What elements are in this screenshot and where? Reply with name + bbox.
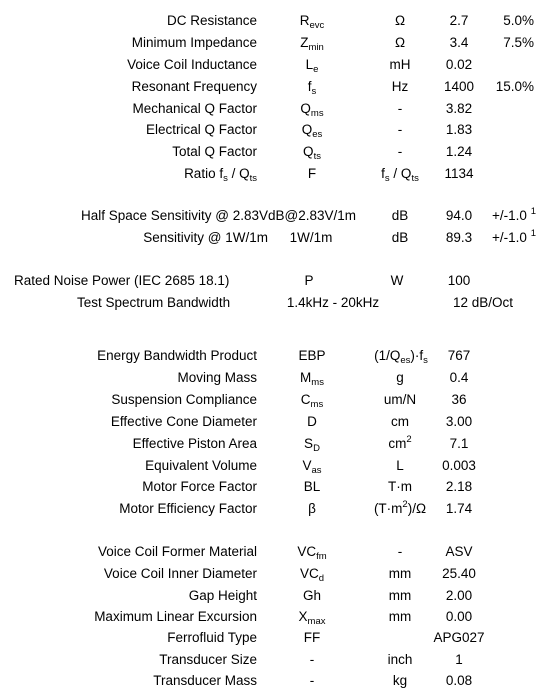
param-name: Rated Noise Power (IEC 2685 18.1) [14,273,230,288]
param-value: 7.1 [449,436,469,451]
param-symbol: P [304,273,314,288]
param-symbol: $Q_{es}$ [301,122,323,140]
param-unit: T·m [388,479,412,494]
param-value: 1 [455,652,463,667]
param-value: 3.00 [445,414,473,429]
param-name: Maximum Linear Excursion [94,609,257,624]
spec-row-energy-bandwidth-product [0,346,550,366]
param-symbol: $V_{as}$ [302,458,322,476]
spec-row-half-space-sensitivity [0,206,550,226]
param-name: Voice Coil Inductance [127,57,257,72]
param-unit: dB [391,230,409,245]
param-symbol: $M_{ms}$ [300,370,324,388]
param-value: 25.40 [442,566,476,581]
spectrum-range: 1.4kHz - 20kHz [286,295,380,310]
spec-row-voice-coil-former [0,542,550,562]
param-value: 36 [451,392,467,407]
param-value: 1.74 [445,501,473,516]
param-name: Equivalent Volume [145,458,257,473]
param-symbol: FF [303,630,321,645]
spec-row-total-q [0,142,550,162]
param-symbol: $Q_{ts}$ [303,144,321,162]
param-value: 1400 [443,79,475,94]
param-name: Mechanical Q Factor [132,101,257,116]
param-symbol: Gh [302,588,322,603]
param-name: Moving Mass [177,370,257,385]
spec-row-resonant-frequency [0,77,550,97]
spec-row-minimum-impedance [0,33,550,53]
spec-row-electrical-q [0,120,550,140]
param-unit: Ω [394,35,406,50]
param-symbol: BL [303,479,321,494]
param-symbol: $f_s$ [307,79,317,97]
param-symbol: D [307,414,317,429]
param-name: Motor Efficiency Factor [119,501,257,516]
param-unit: - [397,101,403,116]
param-name: Gap Height [188,588,257,603]
footnote-marker: 1 [530,206,536,217]
param-name: Effective Piston Area [132,436,257,451]
param-unit: $f_s / Q_{ts}$ [381,166,419,184]
spec-row-test-spectrum [0,293,550,313]
param-value: 2.00 [445,588,473,603]
param-symbol: $C_{ms}$ [300,392,324,410]
param-value: 3.82 [445,101,473,116]
param-symbol: $VC_{fm}$ [297,544,327,562]
spec-row-motor-force-factor [0,477,550,497]
spec-row-transducer-size [0,650,550,670]
param-value: 0.02 [445,57,473,72]
param-value: 1.24 [445,144,473,159]
param-unit: - [397,144,403,159]
spec-row-voice-coil-inductance [0,55,550,75]
param-symbol: $L_e$ [305,57,319,75]
param-name: Motor Force Factor [142,479,257,494]
param-name: Transducer Size [159,652,257,667]
param-unit: um/N [383,392,417,407]
spec-row-gap-height [0,586,550,606]
param-symbol: $R_{evc}$ [299,13,325,31]
param-symbol: $S_D$ [304,436,320,454]
param-symbol: dB@2.83V/1m [267,208,357,223]
param-unit: dB [391,208,409,223]
param-unit: kg [392,673,408,688]
param-unit: $cm^2$ [388,434,412,451]
param-unit: mH [389,57,411,72]
spec-row-transducer-mass [0,671,550,691]
footnote-marker: 1 [530,228,536,239]
param-name: Energy Bandwidth Product [97,348,257,363]
param-unit: - [397,544,403,559]
param-value: 1134 [444,166,474,181]
param-unit: Ω [394,13,406,28]
spec-row-effective-piston-area [0,434,550,454]
spec-row-rated-noise-power [0,271,550,291]
param-unit: inch [387,652,413,667]
spec-row-suspension-compliance [0,390,550,410]
param-name: Electrical Q Factor [145,122,257,137]
param-name: Transducer Mass [153,673,257,688]
param-name: Voice Coil Inner Diameter [103,566,257,581]
spec-row-sensitivity-1w [0,228,550,248]
param-name: Suspension Compliance [111,392,257,407]
param-tolerance: 5.0% [503,13,534,28]
param-value: 2.18 [445,479,473,494]
spec-row-moving-mass [0,368,550,388]
param-symbol: 1W/1m [289,230,333,245]
spectrum-slope: 12 dB/Oct [452,295,514,310]
param-symbol: EBP [298,348,326,363]
param-unit: L [396,458,404,473]
param-value: 1.83 [445,122,473,137]
spec-row-effective-cone-diameter [0,412,550,432]
spec-row-voice-coil-inner-diameter [0,564,550,584]
param-name: Sensitivity @ 1W/1m [143,230,268,245]
param-unit: mm [388,566,412,581]
param-name: DC Resistance [166,13,257,28]
param-value: 0.08 [445,673,473,688]
param-symbol: - [309,652,315,667]
spec-row-equivalent-volume [0,456,550,476]
param-value: 94.0 [445,208,473,223]
spec-row-mechanical-q [0,99,550,119]
param-symbol: F [307,166,317,181]
param-value: 0.4 [449,370,469,385]
param-name: Test Spectrum Bandwidth [77,295,231,310]
param-name: Total Q Factor [172,144,257,159]
spec-row-ratio-fs-qts [0,164,550,184]
param-name: Resonant Frequency [131,79,257,94]
param-name: Minimum Impedance [131,35,257,50]
spec-row-ferrofluid-type [0,628,550,648]
spec-row-motor-efficiency-factor [0,499,550,519]
param-tolerance: +/-1.0 $^1$ [492,206,536,223]
param-value: 767 [447,348,471,363]
param-symbol: - [309,673,315,688]
param-unit: $(1/Q_{es})\cdot f_s$ [374,348,428,366]
param-name: Half Space Sensitivity @ 2.83V [80,208,268,223]
param-value: 0.00 [445,609,473,624]
param-unit: cm [391,414,409,429]
param-unit: mm [388,588,412,603]
param-symbol: $Q_{ms}$ [300,101,324,119]
param-name: Voice Coil Former Material [97,544,257,559]
param-name: Ferrofluid Type [167,630,257,645]
param-unit: - [397,122,403,137]
param-symbol: $Z_{min}$ [300,35,324,53]
param-symbol: β [308,501,316,516]
param-unit: mm [388,609,412,624]
param-unit: $(T\cdot m^2)/\Omega$ [373,499,427,516]
param-value: 89.3 [445,230,473,245]
param-value: APG027 [433,630,485,645]
param-value: 2.7 [449,13,469,28]
param-value: 0.003 [442,458,476,473]
param-tolerance: +/-1.0 $^1$ [492,228,536,245]
param-symbol: $VC_d$ [299,566,325,584]
param-name: Effective Cone Diameter [110,414,257,429]
param-tolerance: 7.5% [503,35,534,50]
param-value: 100 [447,273,471,288]
param-symbol: $X_{max}$ [298,609,326,627]
param-unit: W [390,273,404,288]
param-unit: Hz [391,79,409,94]
param-value: ASV [445,544,473,559]
param-value: 3.4 [449,35,469,50]
spec-row-max-linear-excursion [0,607,550,627]
param-name: Ratio $f_s / Q_{ts}$ [184,166,257,184]
param-tolerance: 15.0% [495,79,534,94]
spec-row-dc-resistance [0,11,550,31]
param-unit: g [396,370,404,385]
